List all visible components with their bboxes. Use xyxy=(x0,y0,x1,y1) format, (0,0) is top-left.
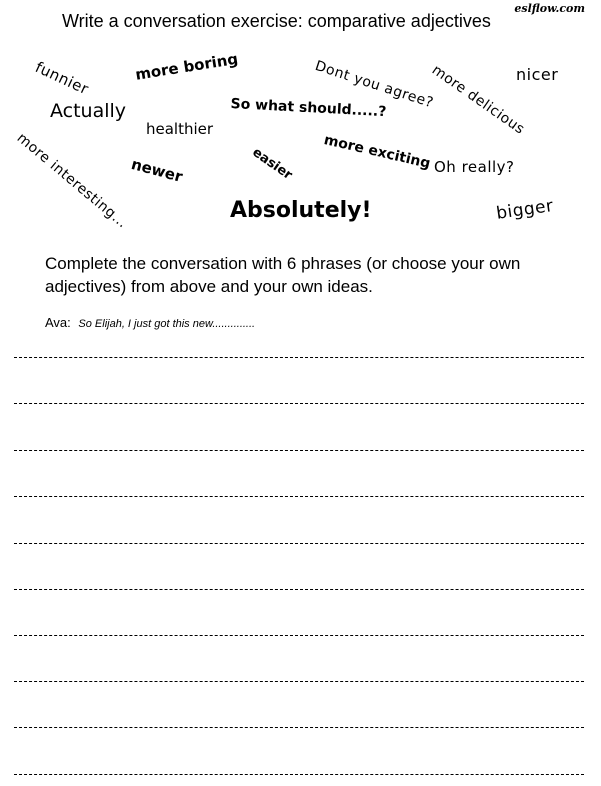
word-so-what-should: So what should.....? xyxy=(230,96,387,121)
word-more-exciting: more exciting xyxy=(322,132,432,173)
conversation-prompt xyxy=(45,315,255,330)
answer-line[interactable] xyxy=(14,357,584,358)
word-absolutely: Absolutely! xyxy=(230,198,372,223)
word-actually: Actually xyxy=(50,100,127,122)
word-funnier: funnier xyxy=(32,58,92,99)
answer-line[interactable] xyxy=(14,774,584,775)
word-more-delicious: more delicious xyxy=(428,62,528,138)
word-newer: newer xyxy=(129,155,185,186)
word-more-interesting: more interesting... xyxy=(13,130,131,232)
worksheet-title: Write a conversation exercise: comparative adjectives xyxy=(62,11,491,31)
site-watermark: eslflow.com xyxy=(514,2,585,15)
answer-line[interactable] xyxy=(14,496,584,497)
word-oh-really: Oh really? xyxy=(434,158,515,176)
instructions: Complete the conversation with 6 phrases (or choose your own adjectives) from above and your own ideas. xyxy=(45,254,521,296)
answer-line[interactable] xyxy=(14,681,584,682)
speaker-label: Ava: xyxy=(45,315,71,330)
word-easier: easier xyxy=(249,145,295,184)
answer-line[interactable] xyxy=(14,450,584,451)
word-more-boring: more boring xyxy=(134,49,240,84)
answer-line[interactable] xyxy=(14,635,584,636)
word-dont-you-agree: Dont you agree? xyxy=(313,58,436,112)
word-healthier: healthier xyxy=(146,120,214,138)
answer-line[interactable] xyxy=(14,727,584,728)
prompt-text: So Elijah, I just got this new.............. xyxy=(78,318,256,330)
word-bigger: bigger xyxy=(495,195,555,224)
answer-line[interactable] xyxy=(14,543,584,544)
answer-line[interactable] xyxy=(14,589,584,590)
word-nicer: nicer xyxy=(516,65,559,84)
answer-line[interactable] xyxy=(14,403,584,404)
